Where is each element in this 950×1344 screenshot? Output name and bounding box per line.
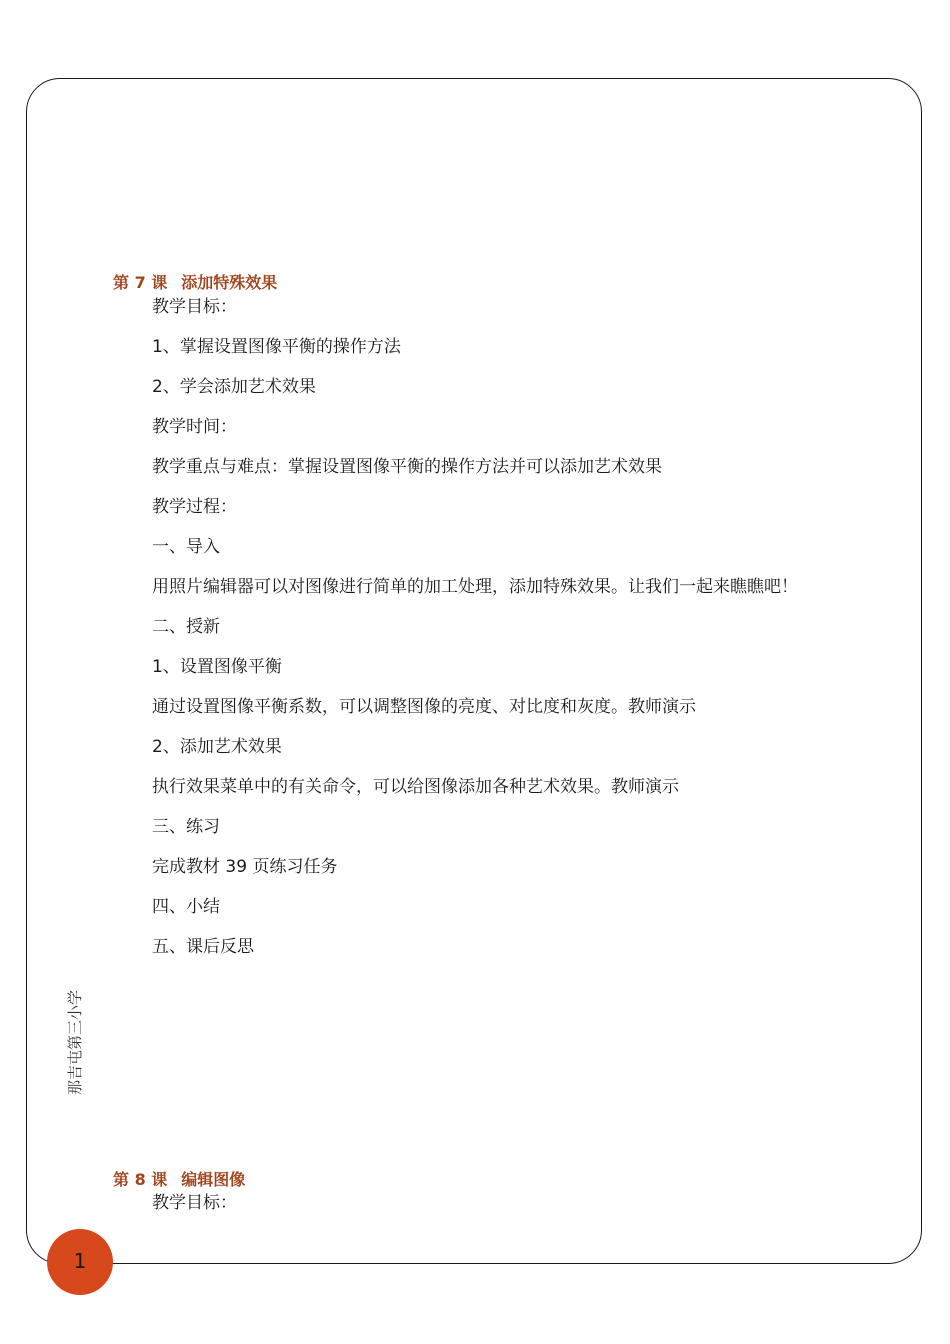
lesson-7-title: [113, 270, 277, 293]
lesson-8-line: 教学目标：: [152, 1193, 237, 1213]
lesson-7-line: 三、练习: [152, 817, 220, 837]
lesson-7-line: 2、添加艺术效果: [152, 737, 282, 757]
lesson-7-line: 通过设置图像平衡系数，可以调整图像的亮度、对比度和灰度。教师演示: [152, 697, 696, 717]
lesson-7-line: 1、掌握设置图像平衡的操作方法: [152, 337, 401, 357]
lesson-7-line: 用照片编辑器可以对图像进行简单的加工处理，添加特殊效果。让我们一起来瞧瞧吧！: [152, 577, 798, 597]
lesson-7-line: 1、设置图像平衡: [152, 657, 282, 677]
school-side-label: 那吉屯第三小学: [66, 989, 84, 1095]
page-number-badge: [47, 1229, 113, 1295]
lesson-7-line: 教学目标：: [152, 297, 237, 317]
lesson-8-title: [113, 1167, 245, 1190]
lesson-7-line: 完成教材 39 页练习任务: [152, 857, 338, 877]
lesson-7-line: 四、小结: [152, 897, 220, 917]
lesson-8-number: 第 8 课: [113, 1170, 168, 1189]
page-number: 1: [73, 1249, 87, 1273]
lesson-7-line: 教学重点与难点：掌握设置图像平衡的操作方法并可以添加艺术效果: [152, 457, 662, 477]
lesson-7-line: 一、导入: [152, 537, 220, 557]
lesson-7-line: 教学过程：: [152, 497, 237, 517]
lesson-7-line: 2、学会添加艺术效果: [152, 377, 316, 397]
lesson-8-name: 编辑图像: [181, 1170, 246, 1189]
lesson-7-line: 五、课后反思: [152, 937, 254, 957]
lesson-7-number: 第 7 课: [113, 273, 168, 292]
lesson-7-name: 添加特殊效果: [181, 273, 278, 292]
lesson-7-line: 二、授新: [152, 617, 220, 637]
lesson-7-line: 执行效果菜单中的有关命令，可以给图像添加各种艺术效果。教师演示: [152, 777, 679, 797]
lesson-7-line: 教学时间：: [152, 417, 237, 437]
